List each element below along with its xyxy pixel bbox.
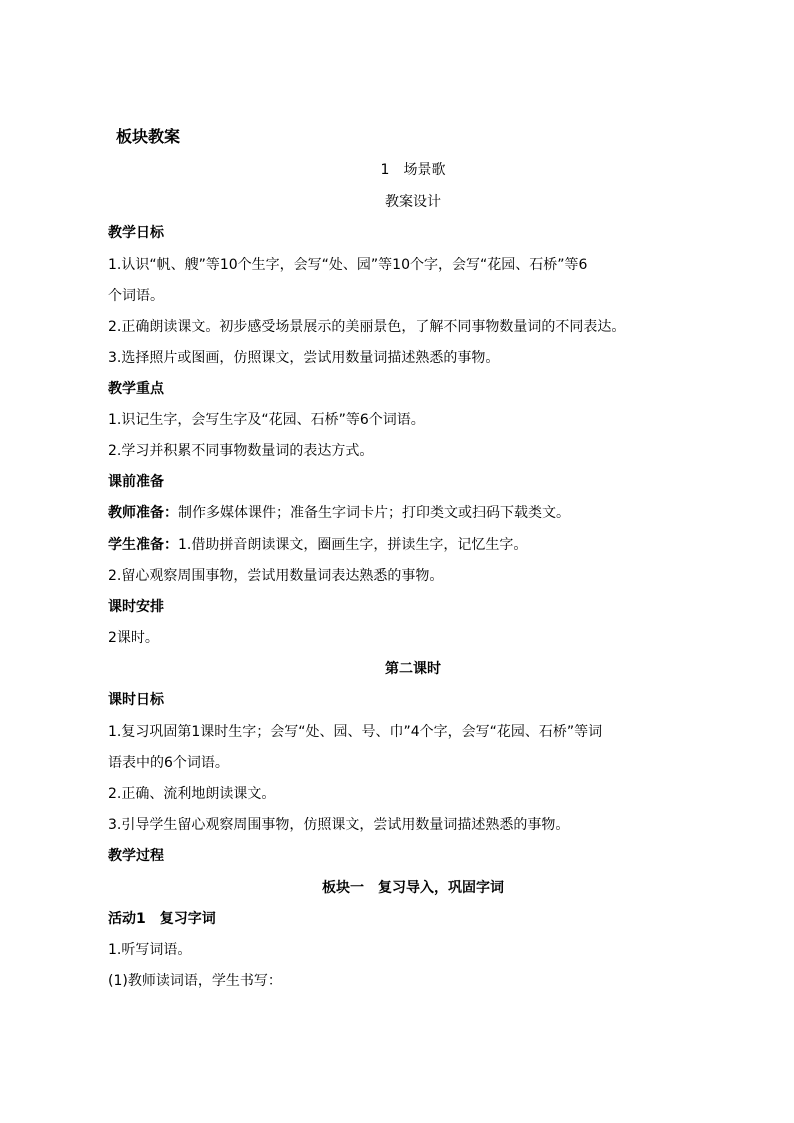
goal-item-1-line1: 1.认识“帆、艘”等10个生字，会写“处、园”等10个字，会写“花园、石桥”等6 [108, 257, 588, 273]
student-prep-label: 学生准备： [108, 537, 178, 553]
section-heading-preparation: 课前准备 [108, 474, 164, 490]
section-heading-period-goals: 课时日标 [108, 692, 164, 708]
block1-title: 板块一 复习导入，巩固字词 [322, 880, 504, 896]
section-heading-process: 教学过程 [108, 848, 164, 864]
lesson-title: 1 场景歌 [380, 162, 446, 178]
schedule-text: 2课时。 [108, 630, 159, 646]
student-prep-text: 1.借助拼音朗读课文，圈画生字，拼读生字，记忆生字。 [178, 537, 528, 553]
teacher-prep-text: 制作多媒体课件；准备生字词卡片；打印类文或扫码下载类文。 [178, 505, 570, 521]
key-point-2: 2.学习并积累不同事物数量词的表达方式。 [108, 443, 374, 459]
activity-item-1: 1.听写词语。 [108, 942, 192, 958]
student-prep-item-2: 2.留心观察周围事物，尝试用数量词表达熟悉的事物。 [108, 568, 444, 584]
goal-item-3: 3.选择照片或图画，仿照课文，尝试用数量词描述熟悉的事物。 [108, 350, 500, 366]
period-title: 第二课时 [385, 661, 441, 677]
activity1-heading: 活动1 复习字词 [108, 911, 216, 927]
section-heading-key-points: 教学重点 [108, 381, 164, 397]
student-preparation [108, 535, 718, 555]
section-heading-goals: 教学日标 [108, 225, 164, 241]
period-goal-3: 3.引导学生留心观察周围事物，仿照课文，尝试用数量词描述熟悉的事物。 [108, 817, 570, 833]
activity-item-1-sub: (1)教师读词语，学生书写： [108, 973, 282, 989]
header-title: 板块教案 [116, 127, 181, 146]
design-title: 教案设计 [385, 194, 441, 210]
teacher-preparation [108, 503, 718, 523]
section-heading-schedule: 课时安排 [108, 599, 164, 615]
teacher-prep-label: 教师准备： [108, 505, 178, 521]
period-goal-2: 2.正确、流利地朗读课文。 [108, 786, 276, 802]
period-goal-1-line2: 语表中的6个词语。 [108, 755, 229, 771]
period-goal-1-line1: 1.复习巩固第1课时生字；会写“处、园、号、巾”4个字，会写“花园、石桥”等词 [108, 724, 603, 740]
key-point-1: 1.识记生字，会写生字及“花园、石桥”等6个词语。 [108, 412, 425, 428]
goal-item-1-line2: 个词语。 [108, 288, 164, 304]
goal-item-2: 2.正确朗读课文。初步感受场景展示的美丽景色，了解不同事物数量词的不同表达。 [108, 319, 626, 335]
